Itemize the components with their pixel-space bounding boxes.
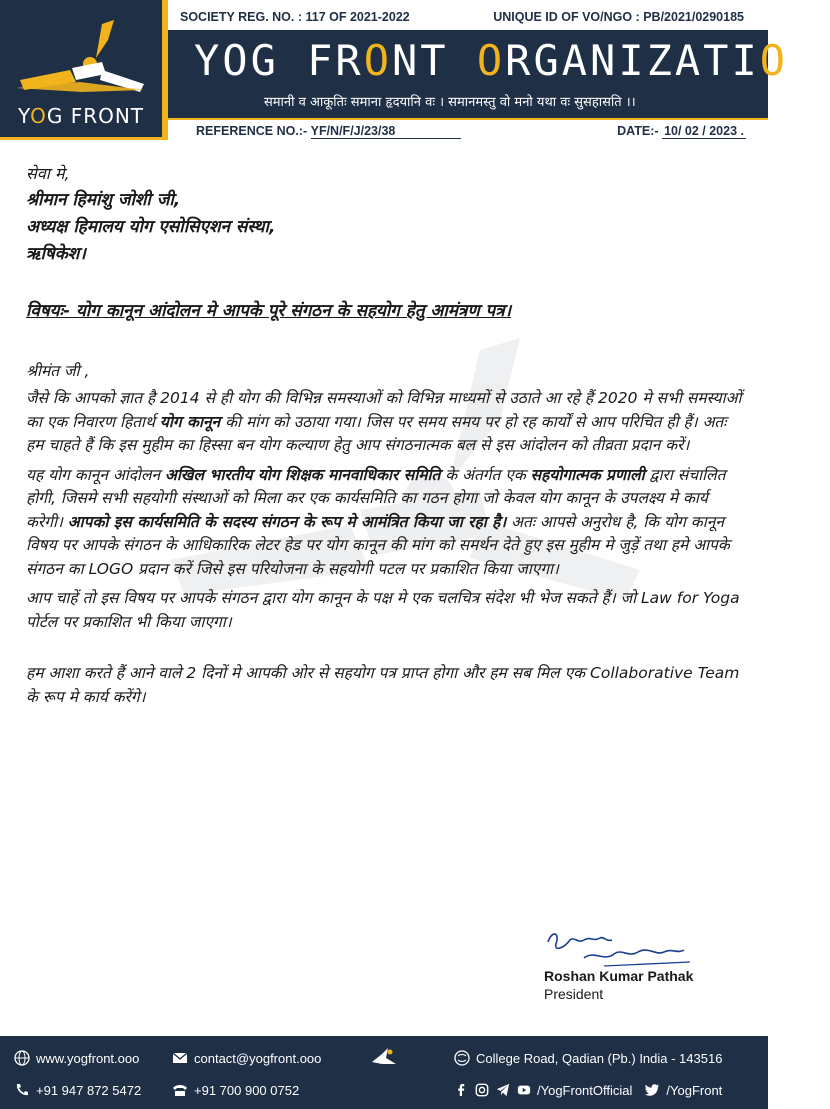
registration-bar — [168, 6, 768, 30]
facebook-icon[interactable] — [456, 1083, 468, 1097]
yoga-pose-icon — [10, 18, 150, 108]
location-icon — [454, 1050, 470, 1066]
phone-1[interactable]: +91 947 872 5472 — [14, 1082, 141, 1098]
globe-icon — [14, 1050, 30, 1066]
yoga-pose-icon — [366, 1044, 402, 1072]
paragraph-2: यह योग कानून आंदोलन अखिल भारतीय योग शिक्षक मानवाधिकार समिति के अंतर्गत एक सहयोगात्मक प्रणाली द्वारा संचालित होगी, जिसमे सभी सहयोगी संस्थाओं को मिला कर एक कार्यसमिति का गठन होगा जो केवल योग कानून के उपलक्ष्य मे कार्य करेगी। आपको इस कार्यसमिति के सदस्य संगठन के रूप मे आमंत्रित किया जा रहा है। अतः आपसे अनुरोध है, कि योग कानून विषय पर आपके संगठन के आधिकारिक लेटर हेड पर योग कानून की मांग को समर्थन देते हुए इस मुहीम मे जुड़ें तथा हमे आपके संगठन का LOGO प्रदान करें जिसे इस परियोजना के सहयोगी पटल पर प्रकाशित किया जाएगा। — [26, 465, 730, 578]
twitter-icon[interactable] — [644, 1082, 660, 1098]
society-reg-number: SOCIETY REG. NO. : 117 OF 2021-2022 — [180, 10, 410, 24]
paragraph-4: हम आशा करते हैं आने वाले 2 दिनों मे आपकी ओर से सहयोग पत्र प्राप्त होगा और हम सब मिल एक Collaborative Team के रूप मे कार्य करेंगे। — [26, 664, 740, 706]
recipient-designation: अध्यक्ष हिमालय योग एसोसिएशन संस्था, — [26, 217, 276, 237]
youtube-icon[interactable] — [517, 1083, 531, 1097]
letter-date: DATE:- 10/ 02 / 2023 . — [617, 124, 744, 138]
logo-text: YOG FRONT — [17, 104, 145, 128]
mail-icon — [172, 1050, 188, 1066]
instagram-icon[interactable] — [475, 1083, 489, 1097]
paragraph-1: जैसे कि आपको ज्ञात है 2014 से ही योग की विभिन्न समस्याओं को विभिन्न माध्यमों से उठाते आ रहे हैं 2020 मे सभी समस्याओं का एक निवारण हितार्थ योग कानून की मांग को उठाया गया। जिस पर समय समय पर हो रह कार्यों से आप परिचित ही हैं। अतः हम चाहते हैं कि इस मुहीम का हिस्सा बन योग कल्याण हेतु आप संगठनात्मक बल से इस आंदोलन को तीव्रता प्रदान करें। — [26, 389, 742, 454]
website-link[interactable]: www.yogfront.ooo — [14, 1050, 139, 1066]
letter-body — [26, 160, 746, 709]
social-icons — [456, 1083, 531, 1097]
logo — [0, 0, 168, 140]
telegram-icon[interactable] — [496, 1083, 510, 1097]
address: College Road, Qadian (Pb.) India - 143516 — [454, 1050, 722, 1066]
paragraph-3: आप चाहें तो इस विषय पर आपके संगठन द्वारा योग कानून के पक्ष मे एक चलचित्र संदेश भी भेज सकते हैं। जो Law for Yoga पोर्टल पर प्रकाशित भी किया जाएगा। — [26, 589, 740, 631]
recipient-city: ऋषिकेश। — [26, 244, 86, 264]
unique-id: UNIQUE ID OF VO/NGO : PB/2021/0290185 — [493, 10, 744, 24]
organization-name: YOG FRONT ORGANIZATION® — [194, 36, 830, 85]
phone-icon — [14, 1082, 30, 1098]
handwritten-signature — [544, 928, 694, 972]
recipient-block — [26, 160, 746, 268]
letterhead — [0, 0, 830, 148]
reference-number: REFERENCE NO.:- YF/N/F/J/23/38 — [196, 124, 461, 139]
salutation: श्रीमंत जी , — [26, 362, 90, 380]
recipient-line: सेवा मे, — [26, 164, 70, 183]
signature-block — [544, 928, 744, 1002]
telephone-icon — [172, 1082, 188, 1098]
social-links: /YogFrontOfficial /YogFront — [456, 1082, 722, 1098]
email-link[interactable]: contact@yogfront.ooo — [172, 1050, 321, 1066]
signatory-title: President — [544, 986, 604, 1002]
reference-row — [168, 122, 768, 144]
phone-2[interactable]: +91 700 900 0752 — [172, 1082, 299, 1098]
motto: समानी व आकूतिः समाना हृदयानि वः । समानमस्तु वो मनो यथा वः सुसहासति ।। — [264, 95, 636, 110]
subject-line: विषयः- योग कानून आंदोलन मे आपके पूरे संगठन के सहयोग हेतु आमंत्रण पत्र। — [26, 301, 512, 321]
signatory-name: Roshan Kumar Pathak — [544, 968, 694, 984]
footer — [0, 1036, 768, 1109]
title-band — [168, 30, 830, 120]
recipient-name: श्रीमान हिमांशु जोशी जी, — [26, 190, 181, 210]
